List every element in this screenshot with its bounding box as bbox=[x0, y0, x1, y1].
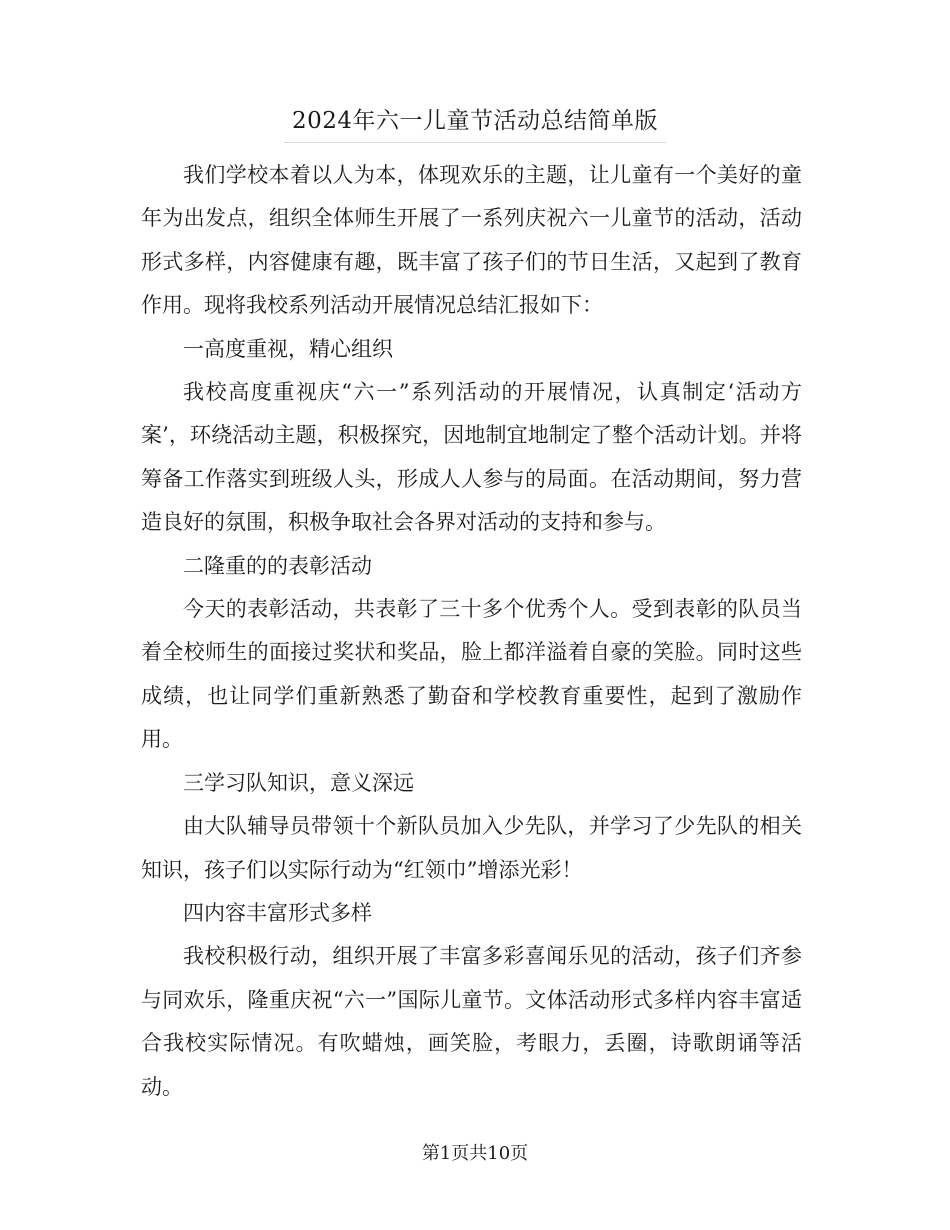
document-title: 2024年六一儿童节活动总结简单版 bbox=[291, 108, 659, 134]
section-heading-4: 四内容丰富形式多样 bbox=[183, 900, 372, 925]
section-paragraph-4: 我校积极行动，组织开展了丰富多彩喜闻乐见的活动，孩子们齐参与同欢乐，隆重庆祝“六一”国际儿童节。文体活动形式多样内容丰富适合我校实际情况。有吹蜡烛，画笑脸，考眼力，丢圈，诗歌朗诵等活动。 bbox=[141, 944, 802, 1099]
section-paragraph-3: 由大队辅导员带领十个新队员加入少先队，并学习了少先队的相关知识，孩子们以实际行动为“红领巾”增添光彩！ bbox=[141, 814, 802, 882]
section-heading-3: 三学习队知识，意义深远 bbox=[183, 770, 414, 795]
section-heading-2: 二隆重的的表彰活动 bbox=[183, 553, 372, 578]
title-divider bbox=[284, 142, 666, 143]
section-paragraph-2: 今天的表彰活动，共表彰了三十多个优秀个人。受到表彰的队员当着全校师生的面接过奖状和奖品，脸上都洋溢着自豪的笑脸。同时这些成绩，也让同学们重新熟悉了勤奋和学校教育重要性，起到了激励作用。 bbox=[141, 597, 802, 752]
intro-paragraph: 我们学校本着以人为本，体现欢乐的主题，让儿童有一个美好的童年为出发点，组织全体师生开展了一系列庆祝六一儿童节的活动，活动形式多样，内容健康有趣，既丰富了孩子们的节日生活，又起到了教育作用。现将我校系列活动开展情况总结汇报如下： bbox=[141, 163, 802, 318]
section-paragraph-1: 我校高度重视庆“六一”系列活动的开展情况，认真制定‘活动方案’，环绕活动主题，积极探究，因地制宜地制定了整个活动计划。并将筹备工作落实到班级人头，形成人人参与的局面。在活动期间，努力营造良好的氛围，积极争取社会各界对活动的支持和参与。 bbox=[141, 380, 802, 535]
section-heading-1: 一高度重视，精心组织 bbox=[183, 336, 393, 361]
page-number: 第1页共10页 bbox=[421, 1143, 529, 1164]
document-body bbox=[141, 154, 802, 1109]
